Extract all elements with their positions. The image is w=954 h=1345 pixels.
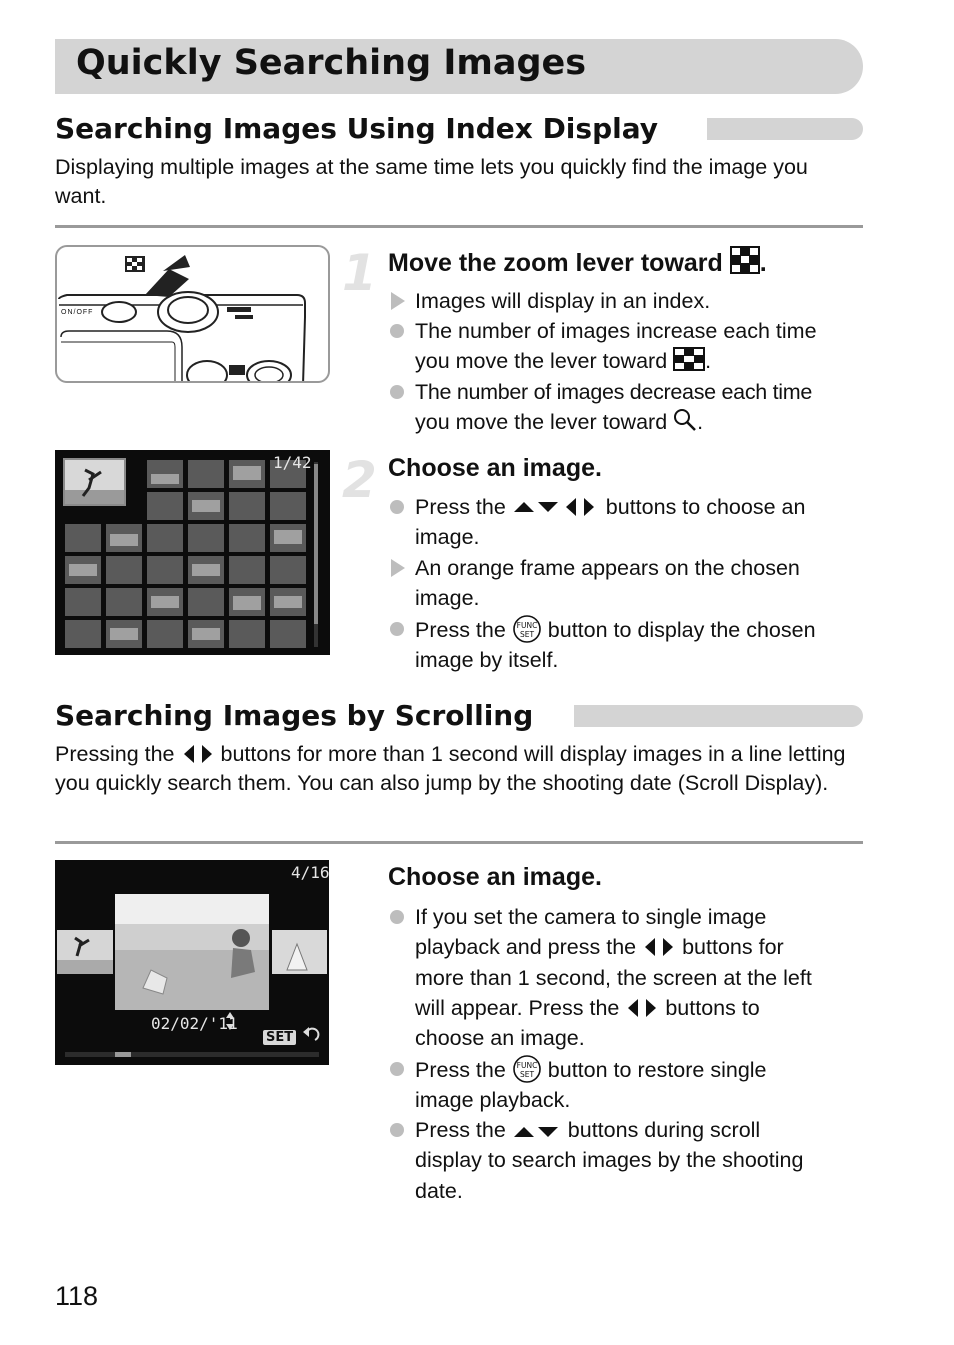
set-badge: SET bbox=[263, 1030, 296, 1045]
step2-item-1 bbox=[388, 492, 863, 553]
step2-item-2-a: An orange frame appears on the chosen bbox=[415, 556, 800, 580]
step-number-1: 1 bbox=[342, 244, 377, 302]
scroll-item-1-l4 bbox=[415, 993, 863, 1023]
step1-item-2-line1: The number of images increase each time bbox=[415, 319, 817, 343]
step1-item-3-line1: The number of images decrease each time bbox=[415, 380, 813, 404]
scroll-item-1-l2a: playback and press the bbox=[415, 935, 637, 960]
page-number: 118 bbox=[55, 1281, 99, 1311]
scroll-item-1-l2 bbox=[415, 932, 863, 962]
index-display-screen bbox=[55, 450, 330, 655]
scroll-item-3-line1 bbox=[415, 1115, 863, 1145]
index-icon bbox=[125, 256, 145, 272]
scroll-counter: 4/16 bbox=[291, 863, 330, 882]
scroll-item-1-l5: choose an image. bbox=[415, 1026, 585, 1051]
scroll-item-2-b: button to restore single bbox=[547, 1058, 767, 1082]
magnify-icon bbox=[673, 408, 697, 432]
scroll-display-screen bbox=[55, 860, 329, 1065]
index-counter: 1/42 bbox=[273, 453, 312, 472]
step2-item-3-c: image by itself. bbox=[415, 648, 559, 673]
scroll-step-title: Choose an image. bbox=[388, 863, 602, 891]
index-thumbnails bbox=[55, 450, 330, 655]
divider bbox=[55, 841, 863, 844]
step1-title-period: . bbox=[759, 249, 767, 277]
camera-top-drawing bbox=[57, 247, 330, 383]
step1-item-1 bbox=[388, 286, 858, 316]
func-set-button-icon bbox=[512, 614, 542, 644]
index-icon bbox=[673, 347, 705, 371]
scroll-item-1-l4b: buttons to bbox=[665, 995, 760, 1020]
step2-item-3-b: button to display the chosen bbox=[547, 618, 816, 642]
camera-illustration bbox=[55, 245, 330, 383]
section-index-intro: Displaying multiple images at the same time lets you quickly find the image you want. bbox=[55, 155, 808, 208]
scroll-item-2 bbox=[388, 1054, 863, 1116]
func-set-button-icon bbox=[512, 1054, 542, 1084]
scroll-item-1-l1: If you set the camera to single image bbox=[415, 905, 767, 929]
section-index-bar bbox=[707, 118, 863, 140]
scroll-date: 02/02/'11 bbox=[151, 1014, 238, 1033]
step2-item-2-c: image. bbox=[415, 586, 480, 611]
step1-item-3-line2a: you move the lever toward bbox=[415, 410, 668, 435]
step1-item-2-line2a: you move the lever toward bbox=[415, 349, 668, 374]
scroll-item-3-b: buttons during scroll bbox=[567, 1118, 761, 1142]
step1-item-1-text: Images will display in an index. bbox=[415, 289, 711, 313]
section-scroll-intro-a: Pressing the bbox=[55, 742, 175, 766]
section-scroll-intro-b: buttons for more than 1 second will display images in a line letting you quickly search them. You can also jump by the shooting date (Scroll Display). bbox=[55, 742, 846, 795]
scroll-item-1-l4a: will appear. Press the bbox=[415, 995, 620, 1020]
left-right-buttons-icon bbox=[642, 937, 676, 957]
scroll-item-1-l3: more than 1 second, the screen at the left bbox=[415, 965, 812, 990]
index-icon bbox=[730, 246, 760, 274]
scroll-item-3-a: Press the bbox=[415, 1118, 506, 1142]
scroll-item-2-c: image playback. bbox=[415, 1088, 571, 1113]
scroll-item-3 bbox=[388, 1115, 863, 1206]
step1-item-3-line2 bbox=[415, 407, 863, 437]
section-index-title: Searching Images Using Index Display bbox=[55, 112, 658, 145]
scroll-item-1 bbox=[388, 902, 863, 1053]
step1-item-2-period: . bbox=[705, 349, 712, 374]
step-number-2: 2 bbox=[342, 451, 377, 509]
svg-text:SET: SET bbox=[519, 1070, 534, 1079]
step2-item-3-a: Press the bbox=[415, 618, 506, 642]
page-title: Quickly Searching Images bbox=[76, 43, 587, 83]
step1-item-2 bbox=[388, 316, 863, 377]
section-scroll-bar bbox=[574, 705, 863, 727]
step2-item-1-line1 bbox=[415, 492, 863, 522]
step1-item-3-period: . bbox=[697, 410, 704, 435]
step2-item-1-c: image. bbox=[415, 525, 480, 550]
left-right-buttons-icon bbox=[181, 744, 215, 764]
step1-item-2-line2 bbox=[415, 346, 863, 376]
step1-title bbox=[388, 246, 767, 278]
step2-title: Choose an image. bbox=[388, 454, 602, 482]
scroll-item-3-d: date. bbox=[415, 1178, 463, 1203]
up-down-left-right-buttons-icon bbox=[512, 497, 600, 517]
step2-item-1-a: Press the bbox=[415, 495, 506, 519]
step1-item-3 bbox=[388, 377, 863, 438]
step2-item-3-line1 bbox=[415, 614, 863, 645]
scroll-item-3-c: display to search images by the shooting bbox=[415, 1148, 804, 1173]
svg-text:FUNC: FUNC bbox=[516, 621, 538, 630]
svg-text:SET: SET bbox=[519, 630, 534, 639]
up-down-buttons-icon bbox=[512, 1124, 562, 1140]
step1-title-text: Move the zoom lever toward bbox=[388, 249, 723, 277]
section-scroll-intro bbox=[55, 740, 863, 798]
power-label: ON/OFF bbox=[61, 309, 94, 316]
scroll-item-2-line1 bbox=[415, 1054, 863, 1085]
left-right-buttons-icon bbox=[625, 998, 659, 1018]
step2-item-3 bbox=[388, 614, 863, 676]
step2-item-2 bbox=[388, 553, 863, 614]
step2-item-1-b: buttons to choose an bbox=[605, 495, 806, 519]
scroll-item-2-a: Press the bbox=[415, 1058, 506, 1082]
scroll-item-1-l2b: buttons for bbox=[682, 935, 784, 960]
divider bbox=[55, 225, 863, 228]
section-scroll-title: Searching Images by Scrolling bbox=[55, 699, 534, 732]
svg-text:FUNC: FUNC bbox=[516, 1061, 538, 1070]
